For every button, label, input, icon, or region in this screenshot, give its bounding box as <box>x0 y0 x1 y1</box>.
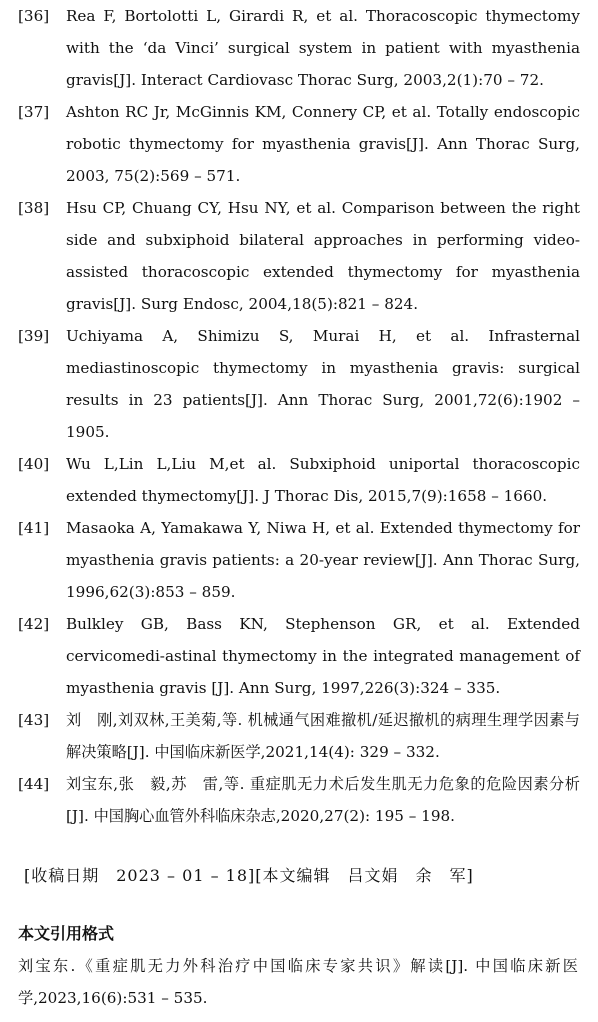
reference-number: [43] <box>18 711 50 729</box>
reference-number: [39] <box>18 327 50 345</box>
reference-number: [40] <box>18 455 50 473</box>
reference-item <box>18 608 580 704</box>
reference-item <box>18 448 580 512</box>
reference-item <box>18 704 580 768</box>
reference-item <box>18 768 580 832</box>
reference-item <box>18 192 580 320</box>
reference-text: Hsu CP, Chuang CY, Hsu NY, et al. Comparison between the right side and subxiphoid bilateral approaches in performing video-assisted thoracoscopic extended thymectomy for myasthenia gravis[J]. Surg Endosc, 2004,18(5):821 – 824. <box>66 199 580 313</box>
reference-number: [42] <box>18 615 50 633</box>
reference-number: [38] <box>18 199 50 217</box>
reference-item <box>18 320 580 448</box>
reference-text: Wu L,Lin L,Liu M,et al. Subxiphoid uniportal thoracoscopic extended thymectomy[J]. J Thorac Dis, 2015,7(9):1658 – 1660. <box>66 455 580 505</box>
reference-text: Uchiyama A, Shimizu S, Murai H, et al. Infrasternal mediastinoscopic thymectomy in myasthenia gravis: surgical results in 23 patients[J]. Ann Thorac Surg, 2001,72(6):1902 – 1905. <box>66 327 580 441</box>
received-date-editor-line: [收稿日期 2023 – 01 – 18][本文编辑 吕文娟 余 军] <box>24 866 474 885</box>
reference-number: [36] <box>18 7 50 25</box>
reference-list <box>18 0 580 832</box>
reference-item <box>18 512 580 608</box>
reference-text: 刘宝东,张 毅,苏 雷,等. 重症肌无力术后发生肌无力危象的危险因素分析[J]. 中国胸心血管外科临床杂志,2020,27(2): 195 – 198. <box>66 775 580 825</box>
citation-format-heading: 本文引用格式 <box>18 924 115 943</box>
citation-format-text: 刘宝东.《重症肌无力外科治疗中国临床专家共识》解读[J]. 中国临床新医学,2023,16(6):531 – 535. <box>18 957 578 1007</box>
reference-number: [41] <box>18 519 50 537</box>
reference-text: 刘 刚,刘双林,王美菊,等. 机械通气困难撤机/延迟撤机的病理生理学因素与解决策略[J]. 中国临床新医学,2021,14(4): 329 – 332. <box>66 711 580 761</box>
reference-text: Bulkley GB, Bass KN, Stephenson GR, et al. Extended cervicomedi-astinal thymectomy in the integrated management of myasthenia gravis [J]. Ann Surg, 1997,226(3):324 – 335. <box>66 615 580 697</box>
reference-item <box>18 96 580 192</box>
reference-text: Ashton RC Jr, McGinnis KM, Connery CP, et al. Totally endoscopic robotic thymectomy for myasthenia gravis[J]. Ann Thorac Surg, 2003, 75(2):569 – 571. <box>66 103 580 185</box>
reference-number: [37] <box>18 103 50 121</box>
reference-text: Masaoka A, Yamakawa Y, Niwa H, et al. Extended thymectomy for myasthenia gravis patients: a 20-year review[J]. Ann Thorac Surg, 1996,62(3):853 – 859. <box>66 519 580 601</box>
reference-item <box>18 0 580 96</box>
reference-number: [44] <box>18 775 50 793</box>
reference-text: Rea F, Bortolotti L, Girardi R, et al. Thoracoscopic thymectomy with the ‘da Vinci’ surgical system in patient with myasthenia gravis[J]. Interact Cardiovasc Thorac Surg, 2003,2(1):70 – 72. <box>66 7 580 89</box>
